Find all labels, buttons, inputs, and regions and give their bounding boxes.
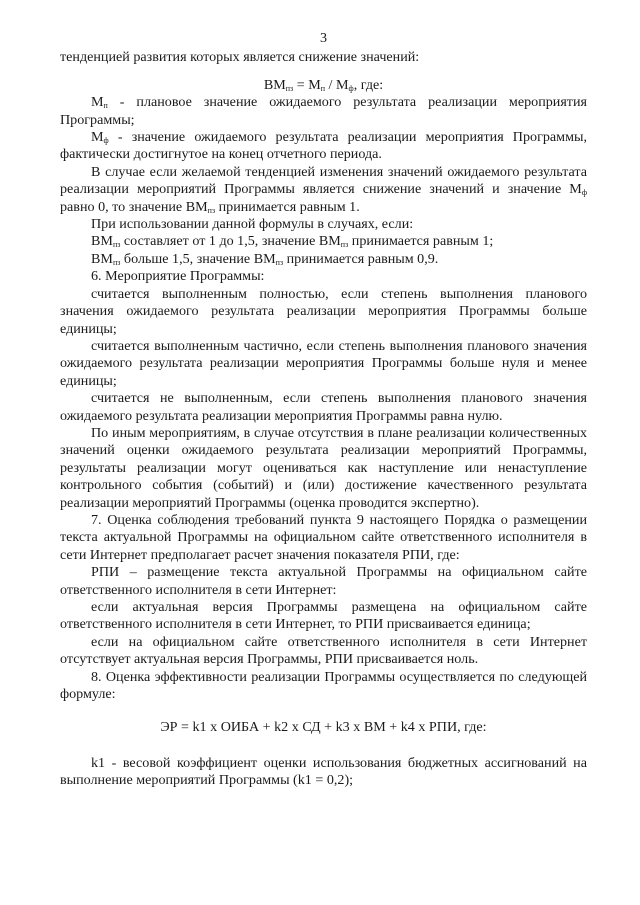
paragraph-other-measures: По иным мероприятиям, в случае отсутствия в плане реализации количественных значений оценки ожидаемого результата реализации мероприятий Программы, результаты реализации могут оцениваться как наступление или ненаступление контрольного события (событий) и (или) достижение качественного результата реализации мероприятий Программы (оценка проводится экспертно).	[60, 424, 587, 511]
paragraph-rpi-zero: если на официальном сайте ответственного исполнителя в сети Интернет отсутствует актуальная версия Программы, РПИ присваивается ноль.	[60, 633, 587, 668]
paragraph-decrease-case: В случае если желаемой тенденцией изменения значений ожидаемого результата реализации мероприятий Программы является снижение значений и значение $М_ф$ равно 0, то значение $ВМ_{пз}$ принимается равным 1.	[60, 163, 587, 215]
paragraph-intro: тенденцией развития которых является снижение значений:	[60, 49, 420, 66]
case-above-1-5: $ВМ_{пз}$ больше 1,5, значение $ВМ_{пз}$ принимается равным 0,9.	[91, 250, 439, 267]
section-8-paragraph: 8. Оценка эффективности реализации Программы осуществляется по следующей формуле:	[60, 668, 587, 703]
definition-k1: k1 - весовой коэффициент оценки использования бюджетных ассигнований на выполнение мероприятий Программы (k1 = 0,2);	[60, 754, 587, 789]
section-7-paragraph: 7. Оценка соблюдения требований пункта 9 настоящего Порядка о размещении текста актуальной Программы на официальном сайте ответственного исполнителя в сети Интернет предполагает расчет значения показателя РПИ, где:	[60, 511, 587, 563]
case-range-1-1-5: $ВМ_{пз}$ составляет от 1 до 1,5, значение $ВМ_{пз}$ принимается равным 1;	[91, 233, 494, 250]
paragraph-partially-done: считается выполненным частично, если степень выполнения планового значения ожидаемого результата реализации мероприятия Программы больше нуля и менее единицы;	[60, 337, 587, 389]
section-6-heading: 6. Мероприятие Программы:	[91, 268, 265, 285]
definition-mp: $М_п$ - плановое значение ожидаемого результата реализации мероприятия Программы;	[60, 94, 587, 128]
paragraph-not-done: считается не выполненным, если степень выполнения планового значения ожидаемого результата реализации мероприятия Программы равна нулю.	[60, 390, 587, 424]
formula-vm: $ВМ_{пз} = М_п / М_ф$, где:	[263, 76, 384, 93]
paragraph-fully-done: считается выполненным полностью, если степень выполнения планового значения ожидаемого результата реализации мероприятия Программы больше единицы;	[60, 285, 587, 337]
definition-mf: $М_ф$ - значение ожидаемого результата реализации мероприятия Программы, фактически достигнутое на конец отчетного периода.	[60, 129, 587, 163]
definition-rpi: РПИ – размещение текста актуальной Программы на официальном сайте ответственного исполнителя в сети Интернет:	[60, 564, 587, 598]
paragraph-rpi-one: если актуальная версия Программы размещена на официальном сайте ответственного исполнителя в сети Интернет, то РПИ присваивается единица;	[60, 599, 587, 633]
formula-er: ЭР = k1 x ОИБА + k2 x СД + k3 x ВМ + k4 x РПИ, где:	[160, 719, 487, 736]
page-number: 3	[319, 30, 328, 46]
paragraph-formula-cases: При использовании данной формулы в случаях, если:	[91, 216, 414, 233]
document-page	[60, 30, 587, 790]
